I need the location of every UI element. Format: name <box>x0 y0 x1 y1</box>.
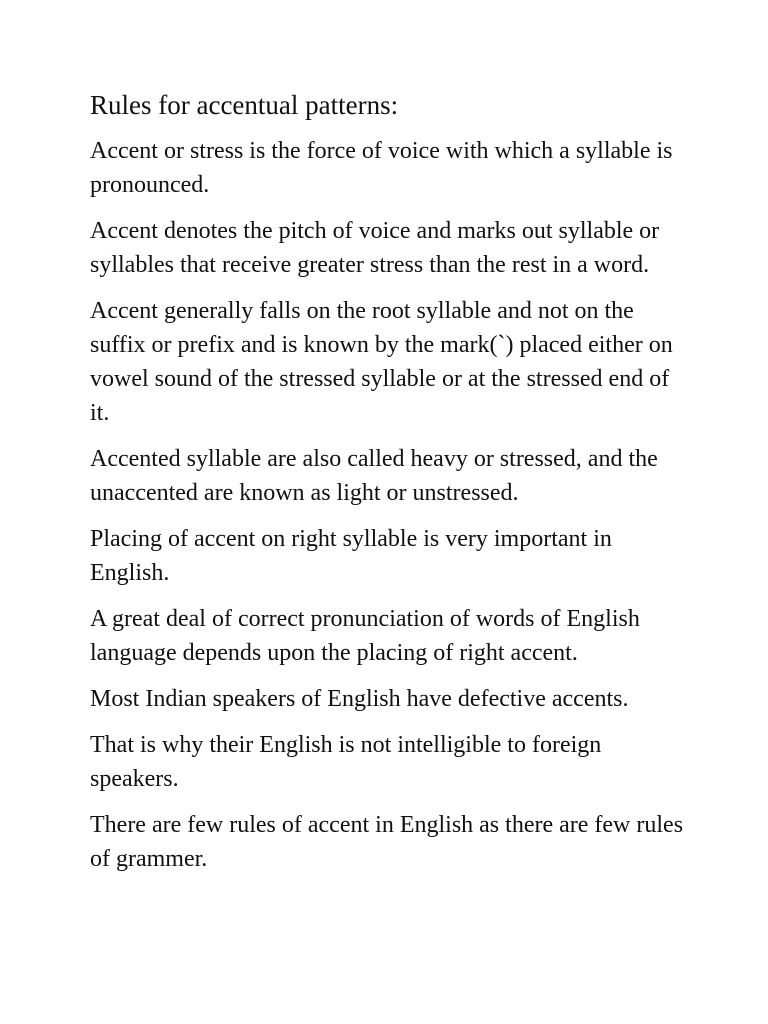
paragraph-pitch-of-voice: Accent denotes the pitch of voice and marks out syllable or syllables that receive greater stress than the rest in a word. <box>90 218 660 278</box>
paragraph-root-syllable: Accent generally falls on the root syllable and not on the suffix or prefix and is known by the mark(`) placed either on vowel sound of the stressed syllable or at the stressed end of it. <box>90 298 673 426</box>
paragraph-few-rules: There are few rules of accent in English as there are few rules of grammer. <box>90 812 684 872</box>
paragraph-indian-speakers: Most Indian speakers of English have defective accents. <box>90 686 629 712</box>
document-body <box>90 88 690 888</box>
paragraph-heavy-light: Accented syllable are also called heavy or stressed, and the unaccented are known as light or unstressed. <box>90 446 658 506</box>
paragraph-intelligibility: That is why their English is not intelligible to foreign speakers. <box>90 732 602 792</box>
page-title: Rules for accentual patterns: <box>90 90 399 120</box>
paragraph-stress-definition: Accent or stress is the force of voice with which a syllable is pronounced. <box>90 138 673 198</box>
paragraph-importance: Placing of accent on right syllable is very important in English. <box>90 526 612 586</box>
paragraph-pronunciation: A great deal of correct pronunciation of words of English language depends upon the placing of right accent. <box>90 606 640 666</box>
